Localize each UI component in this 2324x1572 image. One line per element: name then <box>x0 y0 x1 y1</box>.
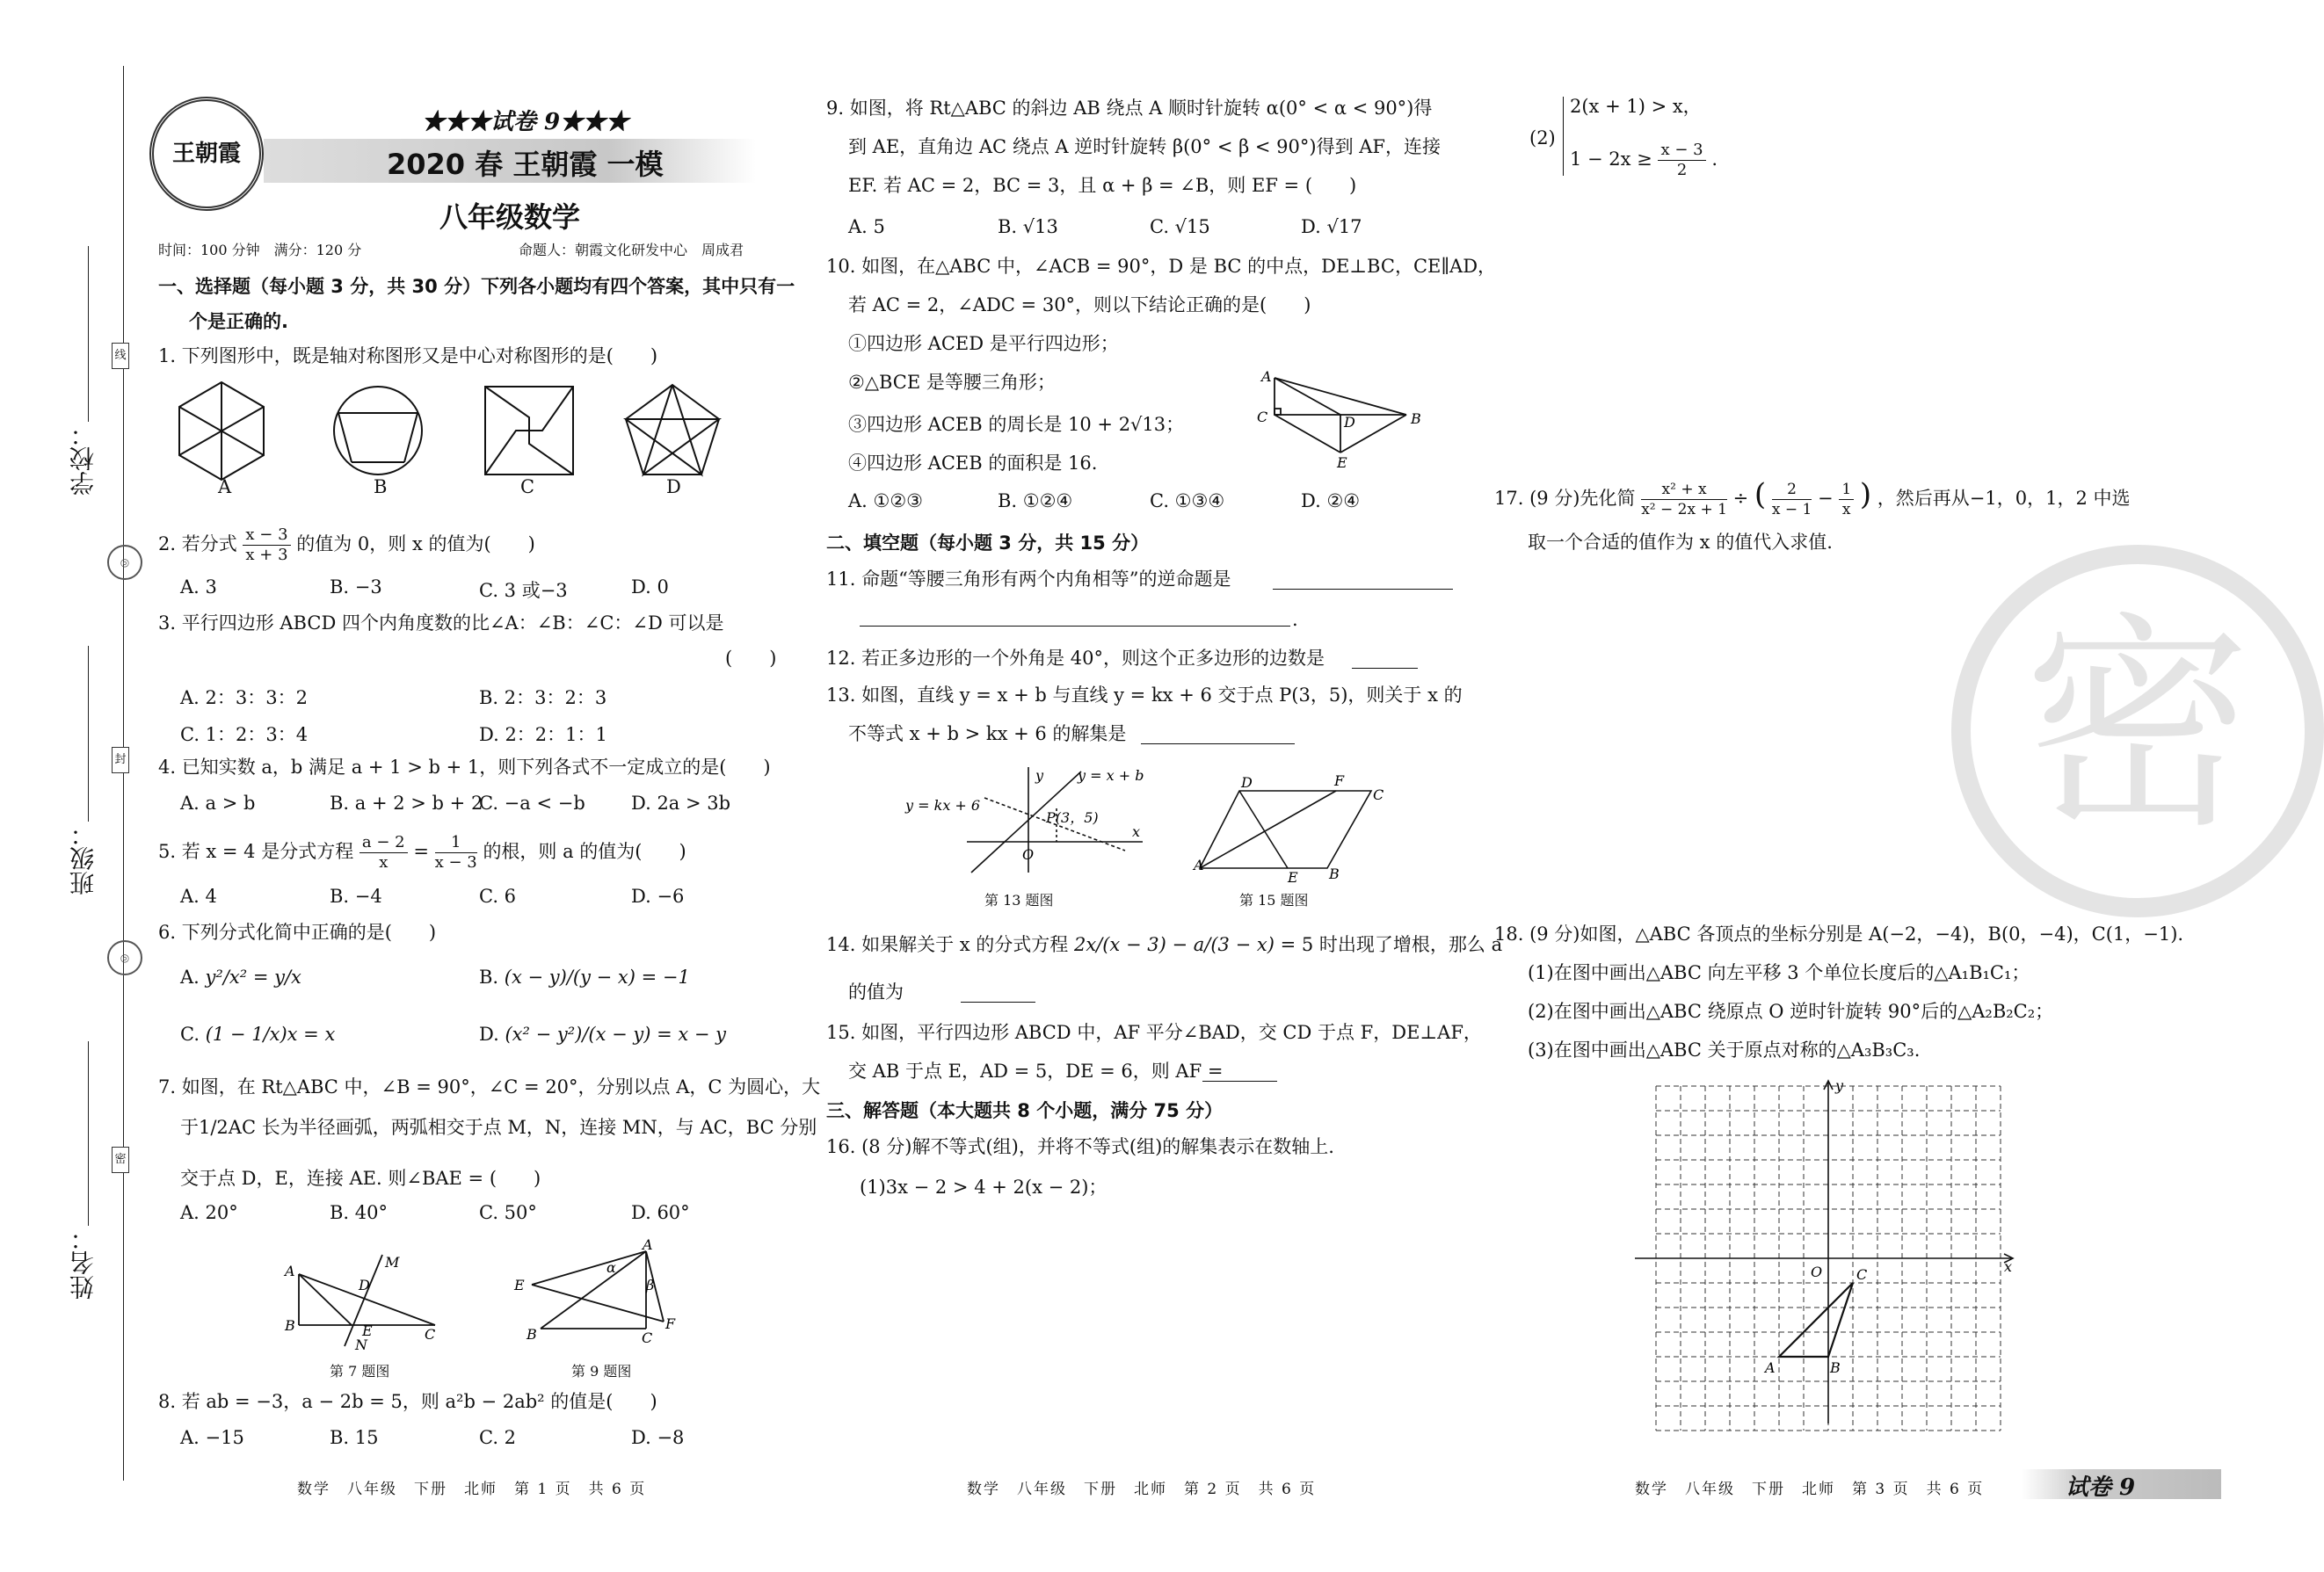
svg-text:E: E <box>514 1277 525 1293</box>
pinwheel-square-figure <box>485 387 573 474</box>
q10-option-d: D. ②④ <box>1301 490 1361 511</box>
q14-text: 14. 如果解关于 x 的分式方程 <box>826 934 1069 955</box>
svg-text:C: C <box>1373 786 1384 803</box>
header-title: 2020 春 王朝霞 一模 <box>387 148 664 181</box>
q17-text: 17. (9 分)先化简 <box>1494 488 1636 509</box>
q6-a-label: A. <box>180 967 200 988</box>
footer-page-2: 数学 八年级 下册 北师 第 2 页 共 6 页 <box>967 1481 1317 1498</box>
question-14-line-2: 的值为 <box>848 982 904 1003</box>
hexagon-figure <box>179 382 264 480</box>
figure-13 <box>905 763 1151 877</box>
svg-text:B: B <box>285 1317 295 1334</box>
q2-option-b: B. −3 <box>330 576 382 598</box>
q4-option-d: D. 2a > 3b <box>631 793 731 814</box>
q7-option-c: C. 50° <box>479 1202 537 1223</box>
q17-minus: − <box>1818 488 1834 509</box>
q16-l2-denominator: 2 <box>1676 161 1688 179</box>
q15-answer-line <box>1202 1081 1277 1082</box>
q2-option-c: C. 3 或−3 <box>479 580 568 601</box>
q10-conclusion-1: ①四边形 ACED 是平行四边形； <box>848 333 1119 354</box>
question-17 <box>1494 477 2131 519</box>
svg-text:A: A <box>1194 857 1204 873</box>
q2-fraction <box>243 525 290 565</box>
question-9-line-3: EF. 若 AC = 2，BC = 3，且 α + β = ∠B，则 EF = ( ) <box>848 175 1357 196</box>
q6-b-expr: (x − y)/(y − x) = −1 <box>504 967 690 988</box>
q3-option-d: D. 2：2：1：1 <box>479 724 607 745</box>
figure-7 <box>281 1248 448 1353</box>
school-line <box>88 246 89 422</box>
question-13-line-1: 13. 如图，直线 y = x + b 与直线 y = kx + 6 交于点 P(3，5)，则关于 x 的 <box>826 685 1463 706</box>
q10-option-a: A. ①②③ <box>848 490 923 511</box>
svg-text:y: y <box>1035 767 1044 784</box>
section-3-title: 三、解答题（本大题共 8 个小题，满分 75 分） <box>826 1100 1224 1121</box>
figure-7-caption: 第 7 题图 <box>330 1363 390 1380</box>
q9-option-d: D. √17 <box>1301 216 1362 237</box>
svg-text:A: A <box>643 1236 653 1253</box>
svg-text:E: E <box>1337 454 1347 471</box>
q3-option-c: C. 1：2：3：4 <box>180 724 309 745</box>
q9-option-c: C. √15 <box>1150 216 1210 237</box>
q12-answer-line <box>1352 668 1418 669</box>
fig13-line2-label: y = kx + 6 <box>905 797 981 814</box>
q2-numerator: x − 3 <box>243 525 290 546</box>
q17-f3-denominator: x <box>1841 501 1851 518</box>
svg-text:C: C <box>642 1329 653 1346</box>
coordinate-grid <box>1626 1076 2022 1428</box>
watermark-mi <box>1951 545 2324 917</box>
q16-part-2-line-2 <box>1570 141 1718 180</box>
q5-option-c: C. 6 <box>479 886 517 907</box>
watermark-text: 密 <box>2023 594 2252 859</box>
question-11: 11. 命题“等腰三角形有两个内角相等”的逆命题是 <box>826 569 1231 590</box>
q17-f2-numerator: 2 <box>1772 480 1812 500</box>
q11-period: . <box>1292 609 1298 630</box>
q16-part-1: (1)3x − 2 > 4 + 2(x − 2)； <box>860 1177 1108 1198</box>
q3-option-a: A. 2：3：3：2 <box>180 687 308 708</box>
svg-text:A: A <box>1261 368 1272 385</box>
figure-10 <box>1253 360 1428 474</box>
question-9-line-1: 9. 如图，将 Rt△ABC 的斜边 AB 绕点 A 顺时针旋转 α(0° < α < 90°)得 <box>826 98 1433 119</box>
q17-fraction-3 <box>1839 480 1854 519</box>
svg-text:α: α <box>606 1259 616 1276</box>
q16-l2-numerator: x − 3 <box>1658 141 1705 161</box>
svg-text:A: A <box>285 1263 295 1279</box>
q9-option-a: A. 5 <box>848 216 885 237</box>
q18-part-3: (3)在图中画出△ABC 关于原点对称的△A₃B₃C₃. <box>1528 1040 1921 1061</box>
question-17-line-2: 取一个合适的值作为 x 的值代入求值. <box>1528 532 1833 553</box>
question-4: 4. 已知实数 a，b 满足 a + 1 > b + 1，则下列各式不一定成立的是( ) <box>158 757 771 778</box>
footer-tag: 试卷 9 <box>2066 1474 2136 1501</box>
section-1-title: 一、选择题（每小题 3 分，共 30 分）下列各小题均有四个答案，其中只有一 <box>158 276 795 297</box>
q7-half: 1/2 <box>199 1117 229 1138</box>
figure-15-caption: 第 15 题图 <box>1239 892 1309 909</box>
svg-text:C: C <box>1257 409 1268 425</box>
q11-answer-line-1 <box>1273 589 1453 590</box>
header-series: ★★★试卷 9★★★ <box>422 109 629 135</box>
q10-option-c: C. ①③④ <box>1150 490 1225 511</box>
logo-text: 王朝霞 <box>171 141 241 167</box>
q6-a-expr: y²/x² = y/x <box>205 967 301 988</box>
q5-fraction-1 <box>359 833 408 873</box>
fig13-point-label: P(3，5) <box>1046 809 1099 826</box>
q4-option-b: B. a + 2 > b + 2 <box>330 793 483 814</box>
q5-option-d: D. −6 <box>631 886 685 907</box>
question-13-line-2: 不等式 x + b > kx + 6 的解集是 <box>848 723 1127 744</box>
q5-f2-numerator: 1 <box>435 833 477 853</box>
question-12: 12. 若正多边形的一个外角是 40°，则这个正多边形的边数是 <box>826 648 1325 669</box>
q8-option-d: D. −8 <box>631 1427 685 1448</box>
svg-text:F: F <box>1334 772 1345 789</box>
svg-text:N: N <box>355 1337 367 1353</box>
q6-d-label: D. <box>479 1024 499 1045</box>
q14-fraction-2: a/(3 − x) <box>1193 934 1275 955</box>
q5-text: 5. 若 x = 4 是分式方程 <box>158 841 354 862</box>
q10-option-b: B. ①②④ <box>998 490 1073 511</box>
svg-text:M: M <box>385 1254 400 1271</box>
q6-option-b <box>479 967 690 988</box>
binding-line <box>123 66 124 1481</box>
q5-equals: = <box>413 841 429 862</box>
q16-l2-fraction <box>1658 141 1705 180</box>
q6-d-expr: (x² − y²)/(x − y) = x − y <box>505 1024 727 1045</box>
header-subject: 八年级数学 <box>439 200 581 234</box>
figure-15 <box>1195 772 1398 886</box>
q6-option-c <box>180 1024 335 1045</box>
q2-option-a: A. 3 <box>180 576 217 598</box>
q17-fraction-1 <box>1641 480 1727 519</box>
q5-tail: 的根，则 a 的值为( ) <box>483 841 686 862</box>
q5-f1-numerator: a − 2 <box>359 833 408 853</box>
q16-part-2-line-1: 2(x + 1) > x， <box>1570 96 1702 117</box>
question-6: 6. 下列分式化简中正确的是( ) <box>158 922 437 943</box>
q6-c-expr: (1 − 1/x)x = x <box>205 1024 336 1045</box>
q8-option-c: C. 2 <box>479 1427 517 1448</box>
question-8: 8. 若 ab = −3，a − 2b = 5，则 a²b − 2ab² 的值是( ) <box>158 1391 657 1412</box>
seal-mark-xian: 线 <box>112 343 129 369</box>
name-line <box>88 1041 89 1226</box>
q10-conclusion-4: ④四边形 ACEB 的面积是 16. <box>848 453 1098 474</box>
q7-option-a: A. 20° <box>180 1202 238 1223</box>
q4-option-c: C. −a < −b <box>479 793 585 814</box>
q11-answer-line-2 <box>860 626 1290 627</box>
q17-divide: ÷ <box>1732 488 1749 509</box>
q1-label-d: D <box>666 476 681 497</box>
seal-mark-feng: 封 <box>112 747 129 773</box>
q17-f3-numerator: 1 <box>1839 480 1854 500</box>
q9-option-b: B. √13 <box>998 216 1058 237</box>
question-2 <box>158 525 535 565</box>
question-1: 1. 下列图形中，既是轴对称图形又是中心对称图形的是( ) <box>158 345 658 366</box>
triangle-abc <box>1779 1283 1853 1357</box>
question-7-line-1: 7. 如图，在 Rt△ABC 中，∠B = 90°，∠C = 20°，分别以点 A，C 为圆心，大 <box>158 1076 821 1098</box>
seal-mark-mi: 密 <box>112 1147 129 1173</box>
q6-option-d <box>479 1024 726 1045</box>
svg-text:B: B <box>527 1326 537 1343</box>
logo <box>149 97 264 211</box>
q7-option-b: B. 40° <box>330 1202 389 1223</box>
q2-option-d: D. 0 <box>631 576 669 598</box>
name-label: 姓名： <box>69 1226 98 1300</box>
q2-denominator: x + 3 <box>245 546 288 564</box>
q4-option-a: A. a > b <box>180 793 256 814</box>
footer-page-1: 数学 八年级 下册 北师 第 1 页 共 6 页 <box>297 1481 647 1498</box>
svg-text:B: B <box>1329 866 1340 882</box>
q6-c-label: C. <box>180 1024 200 1045</box>
q18-part-2: (2)在图中画出△ABC 绕原点 O 逆时针旋转 90°后的△A₂B₂C₂； <box>1528 1001 2054 1022</box>
q10-conclusion-2: ②△BCE 是等腰三角形； <box>848 372 1056 393</box>
figure-9 <box>514 1236 690 1355</box>
q2-text: 2. 若分式 <box>158 533 237 554</box>
question-10-line-1: 10. 如图，在△ABC 中，∠ACB = 90°，D 是 BC 的中点，DE⊥BC，CE∥AD， <box>826 256 1497 277</box>
q14-minus: − <box>1172 934 1188 955</box>
question-15-line-2: 交 AB 于点 E，AD = 5，DE = 6，则 AF = <box>848 1061 1224 1082</box>
q1-label-c: C <box>520 476 535 497</box>
svg-text:B: B <box>1411 410 1421 427</box>
q17-f1-denominator: x² − 2x + 1 <box>1641 501 1727 518</box>
q1-figures <box>167 378 800 492</box>
q14-answer-line <box>961 1002 1035 1003</box>
q18-part-1: (1)在图中画出△ABC 向左平移 3 个单位长度后的△A₁B₁C₁； <box>1528 962 2030 983</box>
q5-fraction-2 <box>435 833 477 873</box>
question-3: 3. 平行四边形 ABCD 四个内角度数的比∠A：∠B：∠C：∠D 可以是 <box>158 612 724 634</box>
question-7-line-3: 交于点 D，E，连接 AE. 则∠BAE = ( ) <box>180 1168 541 1189</box>
circle-figure <box>334 387 422 474</box>
question-18: 18. (9 分)如图，△ABC 各顶点的坐标分别是 A(−2，−4)，B(0，−4)，C(1，−1). <box>1494 924 2184 945</box>
q14-fraction-1: 2x/(x − 3) <box>1073 934 1166 955</box>
question-16: 16. (8 分)解不等式(组)，并将不等式(组)的解集表示在数轴上. <box>826 1136 1334 1157</box>
footer-page-3: 数学 八年级 下册 北师 第 3 页 共 6 页 <box>1635 1481 1985 1498</box>
q16-part-2-label: (2) <box>1529 127 1556 149</box>
class-line <box>88 646 89 822</box>
svg-text:D: D <box>1241 774 1253 791</box>
fig13-line1-label: y = x + b <box>1078 767 1144 784</box>
question-10-line-2: 若 AC = 2，∠ADC = 30°，则以下结论正确的是( ) <box>848 294 1311 315</box>
figure-13-caption: 第 13 题图 <box>984 892 1054 909</box>
q5-f2-denominator: x − 3 <box>434 853 477 872</box>
svg-text:β: β <box>646 1277 655 1293</box>
q17-f2-denominator: x − 1 <box>1771 501 1812 518</box>
pentagon-star-figure <box>626 385 719 474</box>
q10-conclusion-3: ③四边形 ACEB 的周长是 10 + 2√13； <box>848 414 1185 435</box>
q17-fraction-2 <box>1772 480 1812 519</box>
q6-option-a <box>180 967 301 988</box>
q16-l2-text: 1 − 2x ≥ <box>1570 149 1652 170</box>
svg-text:O: O <box>1022 846 1035 863</box>
q5-option-b: B. −4 <box>330 886 382 907</box>
svg-text:F: F <box>665 1315 676 1332</box>
question-5 <box>158 833 686 873</box>
q17-paren-open: ( <box>1754 477 1767 512</box>
header-author: 命题人：朝霞文化研发中心 周成君 <box>519 242 744 258</box>
q3-option-b: B. 2：3：2：3 <box>479 687 607 708</box>
q8-option-b: B. 15 <box>330 1427 379 1448</box>
section-1-title-cont: 个是正确的. <box>189 311 288 332</box>
svg-text:D: D <box>359 1277 370 1293</box>
svg-text:y: y <box>1835 1077 1844 1094</box>
q14-tail: = 5 时出现了增根，那么 a <box>1280 934 1503 955</box>
svg-text:D: D <box>1344 414 1355 431</box>
q1-label-a: A <box>218 476 232 497</box>
class-label: 班级： <box>69 822 98 895</box>
q17-f1-numerator: x² + x <box>1641 480 1727 500</box>
header-time: 时间：100 分钟 满分：120 分 <box>158 242 362 258</box>
q13-answer-line <box>1141 743 1295 744</box>
q5-option-a: A. 4 <box>180 886 217 907</box>
q2-tail: 的值为 0，则 x 的值为( ) <box>296 533 535 554</box>
q17-paren-close: ) <box>1859 477 1872 512</box>
question-9-line-2: 到 AE，直角边 AC 绕点 A 逆时针旋转 β(0° < β < 90°)得到 AF，连接 <box>848 136 1441 157</box>
q16-brace <box>1563 97 1564 176</box>
svg-text:E: E <box>362 1322 373 1339</box>
binding-hole-icon: ◎ <box>107 545 142 580</box>
section-2-title: 二、填空题（每小题 3 分，共 15 分） <box>826 532 1150 554</box>
question-7-line-2 <box>180 1114 817 1141</box>
q6-b-label: B. <box>479 967 499 988</box>
point-a-label: A <box>1765 1359 1776 1376</box>
point-b-label: B <box>1830 1359 1841 1376</box>
q5-f1-denominator: x <box>379 853 389 872</box>
question-14 <box>826 931 1502 958</box>
q8-option-a: A. −15 <box>180 1427 244 1448</box>
q7-option-d: D. 60° <box>631 1202 690 1223</box>
q16-l2-end: . <box>1711 149 1718 170</box>
q1-label-b: B <box>374 476 388 497</box>
svg-text:O: O <box>1811 1264 1823 1280</box>
q3-paren: ( ) <box>725 648 777 669</box>
svg-text:E: E <box>1288 869 1298 886</box>
svg-text:x: x <box>2004 1258 2013 1275</box>
q17-tail: ，然后再从−1，0，1，2 中选 <box>1877 488 2131 509</box>
point-c-label: C <box>1856 1266 1868 1283</box>
svg-text:C: C <box>425 1326 436 1343</box>
svg-text:x: x <box>1132 823 1141 840</box>
q7-b-text: 于 <box>180 1117 199 1138</box>
figure-9-caption: 第 9 题图 <box>571 1363 632 1380</box>
binding-hole-icon: ◎ <box>107 940 142 975</box>
question-15-line-1: 15. 如图，平行四边形 ABCD 中，AF 平分∠BAD，交 CD 于点 F，DE⊥AF， <box>826 1022 1482 1043</box>
q7-b-tail: AC 长为半径画弧，两弧相交于点 M，N，连接 MN，与 AC，BC 分别 <box>228 1117 817 1138</box>
school-label: 学校： <box>69 422 98 496</box>
